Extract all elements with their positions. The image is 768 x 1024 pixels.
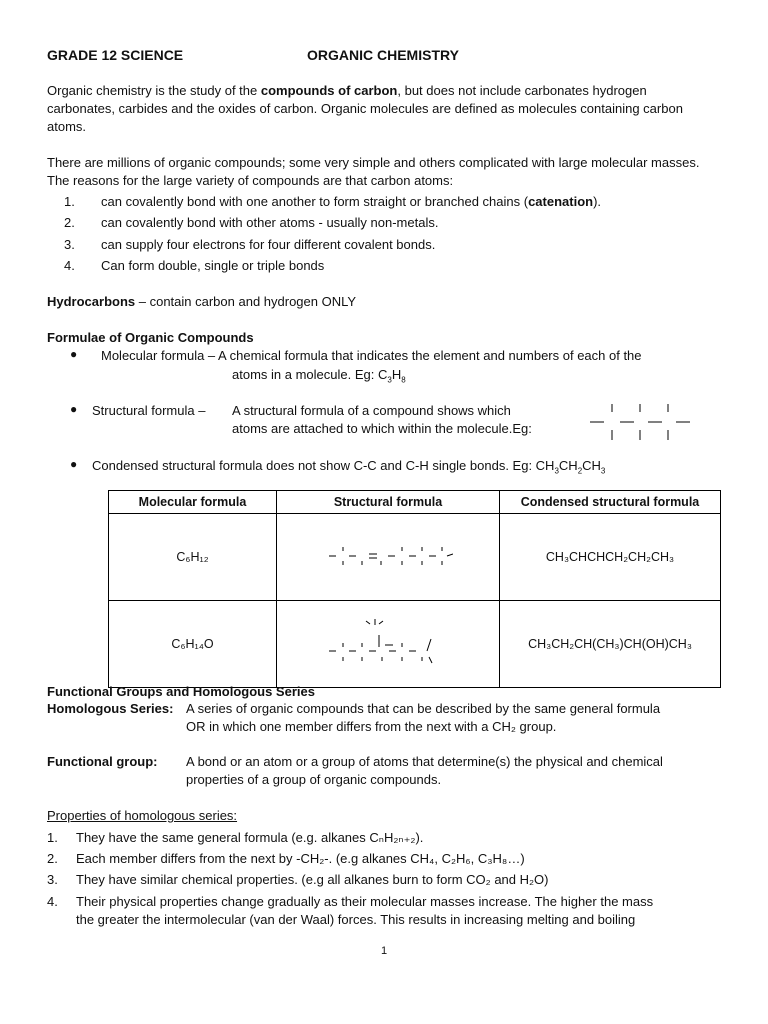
list-item: can covalently bond with other atoms - usually non-metals.	[101, 215, 439, 230]
homologous-series-def-line2: OR in which one member differs from the next with a CH₂ group.	[186, 719, 557, 734]
condensed-formula-line: Condensed structural formula does not show C-C and C-H single bonds. Eg: $CH_3CH_2CH_3$	[92, 458, 606, 476]
list-item: can covalently bond with one another to form straight or branched chains (catenation).	[101, 194, 602, 209]
header-grade: GRADE 12 SCIENCE	[47, 47, 184, 63]
list-item: They have the same general formula (e.g. alkanes CₙH₂ₙ₊₂).	[76, 830, 424, 845]
properties-heading: Properties of homologous series:	[47, 808, 238, 823]
bullet-icon: ●	[70, 347, 78, 361]
molecular-formula-line1: Molecular formula – A chemical formula that indicates the element and numbers of each of the	[101, 348, 642, 363]
list-item: Each member differs from the next by -CH₂-. (e.g alkanes CH₄, C₂H₆, C₃H₈…)	[76, 851, 525, 866]
hydrocarbons-definition: Hydrocarbons – contain carbon and hydrogen ONLY	[47, 294, 357, 309]
homologous-series-def-line1: A series of organic compounds that can be described by the same general formula	[186, 701, 661, 716]
table-cell-condensed: CH₃CHCHCH₂CH₂CH₃	[500, 514, 721, 601]
bullet-icon: ●	[70, 402, 78, 416]
list-item-number: 4.	[47, 894, 58, 909]
molecular-formula-line2: atoms in a molecule. Eg: $C_3H_8$	[232, 367, 406, 385]
functional-group-def-line2: properties of a group of organic compounds.	[186, 772, 442, 787]
table-cell-molecular: C₆H₁₂	[109, 514, 277, 601]
list-item: They have similar chemical properties. (e.g all alkanes burn to form CO₂ and H₂O)	[76, 872, 549, 887]
page-number: 1	[380, 945, 388, 957]
list-item-number: 3.	[47, 872, 58, 887]
table-cell-molecular: C₆H₁₄O	[109, 601, 277, 688]
list-item-number: 2.	[47, 851, 58, 866]
homologous-series-term: Homologous Series:	[47, 701, 174, 716]
formulae-heading: Formulae of Organic Compounds	[47, 330, 254, 345]
functional-group-def-line1: A bond or an atom or a group of atoms that determine(s) the physical and chemical	[186, 754, 663, 769]
list-item-number: 2.	[64, 215, 75, 230]
header-subject: ORGANIC CHEMISTRY	[307, 47, 459, 63]
functional-group-term: Functional group:	[47, 754, 158, 769]
table-header-row	[109, 491, 721, 514]
table-cell-structural	[277, 601, 500, 688]
table-header-cell: Molecular formula	[109, 491, 277, 514]
table-cell-condensed: CH₃CH₂CH(CH₃)CH(OH)CH₃	[500, 601, 721, 688]
functional-groups-heading: Functional Groups and Homologous Series	[47, 684, 315, 699]
structural-formula-line1: A structural formula of a compound shows which	[232, 403, 511, 418]
intro-paragraph-1: Organic chemistry is the study of the compounds of carbon, but does not include carbonates hydrogen carbonates, carbides and the oxides of carbon. Organic molecules are defined as molecules containing carbon atoms.	[47, 83, 683, 134]
propane-structure-diagram	[588, 400, 698, 442]
list-item: Can form double, single or triple bonds	[101, 258, 325, 273]
list-item-number: 3.	[64, 237, 75, 252]
hexanol-structure-diagram	[323, 615, 453, 671]
structural-formula-label: Structural formula –	[92, 403, 206, 418]
table-header-cell: Condensed structural formula	[500, 491, 721, 514]
formula-table	[108, 490, 721, 688]
list-item-number: 1.	[64, 194, 75, 209]
list-item: Their physical properties change gradually as their molecular masses increase. The higher the mass	[76, 894, 654, 909]
bullet-icon: ●	[70, 457, 78, 471]
hexene-structure-diagram	[323, 539, 453, 573]
table-row	[109, 601, 721, 688]
table-cell-structural	[277, 514, 500, 601]
table-header-cell: Structural formula	[277, 491, 500, 514]
table-row	[109, 514, 721, 601]
list-item-continuation: the greater the intermolecular (van der Waal) forces. This results in increasing melting and boiling	[76, 912, 636, 927]
intro-paragraph-2: There are millions of organic compounds; some very simple and others complicated with large molecular masses. The reasons for the large variety of compounds are that carbon atoms:	[47, 155, 700, 188]
list-item-number: 1.	[47, 830, 58, 845]
structural-formula-line2: atoms are attached to which within the molecule.Eg:	[232, 421, 532, 436]
list-item-number: 4.	[64, 258, 75, 273]
list-item: can supply four electrons for four different covalent bonds.	[101, 237, 436, 252]
